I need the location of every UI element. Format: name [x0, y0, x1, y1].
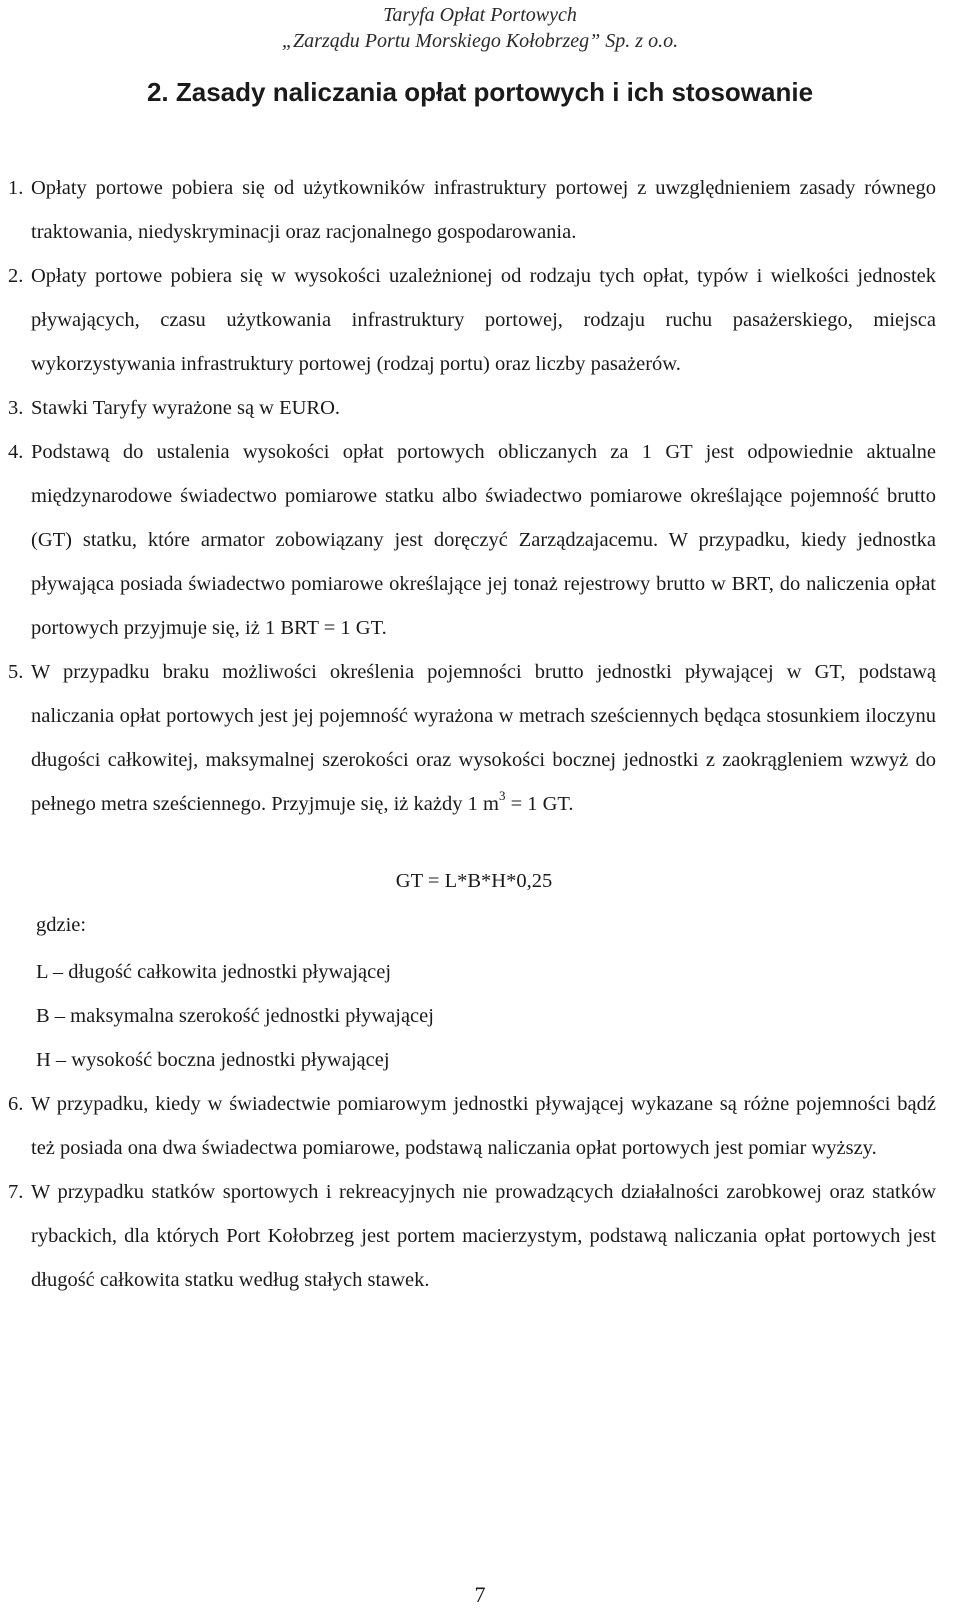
header-line-company: „Zarządu Portu Morskiego Kołobrzeg” Sp. z o.o.: [281, 30, 679, 52]
item-text: Opłaty portowe pobiera się od użytkowników infrastruktury portowej z uwzględnieniem zasady równego traktowania, niedyskryminacji oraz racjonalnego gospodarowania.: [31, 177, 936, 243]
legend-item-h: H – wysokość boczna jednostki pływającej: [36, 1049, 390, 1071]
list-item-5: [8, 650, 936, 826]
list-item-6: [8, 1082, 936, 1170]
item-number: 1.: [8, 177, 24, 199]
running-header: [0, 2, 960, 54]
formula-expression: GT = L*B*H*0,25: [395, 870, 553, 892]
list-item-3: [8, 386, 936, 430]
rules-list: [8, 166, 936, 1302]
item-text: Stawki Taryfy wyrażone są w EURO.: [31, 397, 341, 419]
item-text: W przypadku statków sportowych i rekreacyjnych nie prowadzących działalności zarobkowej oraz statków rybackich, dla których Port Kołobrzeg jest portem macierzystym, podstawą naliczania opłat portowych jest długość całkowita statku według stałych stawek.: [31, 1181, 936, 1291]
item-number: 5.: [8, 661, 24, 683]
list-item-2: [8, 254, 936, 386]
item-text: [31, 650, 936, 826]
item-text-main: W przypadku braku możliwości określenia pojemności brutto jednostki pływającej w GT, podstawą naliczania opłat portowych jest jej pojemność wyrażona w metrach sześciennych będąca stosunkiem iloczynu długości całkowitej, maksymalnej szerokości oraz wysokości bocznej jednostki z zaokrągleniem wzwyż do pełnego metra sześciennego. Przyjmuje się, iż każdy 1 m: [31, 661, 936, 815]
item-number: 7.: [8, 1181, 24, 1203]
list-item-1: [8, 166, 936, 254]
item-text-tail: = 1 GT.: [505, 793, 574, 815]
item-text: Podstawą do ustalenia wysokości opłat portowych obliczanych za 1 GT jest odpowiednie aktualne międzynarodowe świadectwo pomiarowe statku albo świadectwo pomiarowe określające pojemność brutto (GT) statku, które armator zobowiązany jest doręczyć Zarządzajacemu. W przypadku, kiedy jednostka pływająca posiada świadectwo pomiarowe określające jej tonaż rejestrowy brutto w BRT, do naliczenia opłat portowych przyjmuje się, iż 1 BRT = 1 GT.: [31, 441, 936, 639]
item-number: 3.: [8, 397, 24, 419]
item-text: W przypadku, kiedy w świadectwie pomiarowym jednostki pływającej wykazane są różne pojemności bądź też posiada ona dwa świadectwa pomiarowe, podstawą naliczania opłat portowych jest pomiar wyższy.: [31, 1093, 936, 1159]
item-text: Opłaty portowe pobiera się w wysokości uzależnionej od rodzaju tych opłat, typów i wielkości jednostek pływających, czasu użytkowania infrastruktury portowej, rodzaju ruchu pasażerskiego, miejsca wykorzystywania infrastruktury portowej (rodzaj portu) oraz liczby pasażerów.: [31, 265, 936, 375]
section-heading: 2. Zasady naliczania opłat portowych i ich stosowanie: [146, 77, 814, 107]
header-line-title: Taryfa Opłat Portowych: [383, 4, 577, 26]
legend-intro: gdzie:: [36, 914, 87, 936]
formula-legend: [8, 903, 936, 1082]
legend-item-l: L – długość całkowita jednostki pływającej: [36, 961, 392, 983]
item-number: 4.: [8, 441, 24, 463]
list-item-7: [8, 1170, 936, 1302]
superscript-exponent: 3: [498, 788, 506, 804]
page-number: 7: [474, 1582, 486, 1607]
legend-item-b: B – maksymalna szerokość jednostki pływającej: [36, 1005, 434, 1027]
list-item-4: [8, 430, 936, 650]
item-number: 6.: [8, 1093, 24, 1115]
item-number: 2.: [8, 265, 24, 287]
